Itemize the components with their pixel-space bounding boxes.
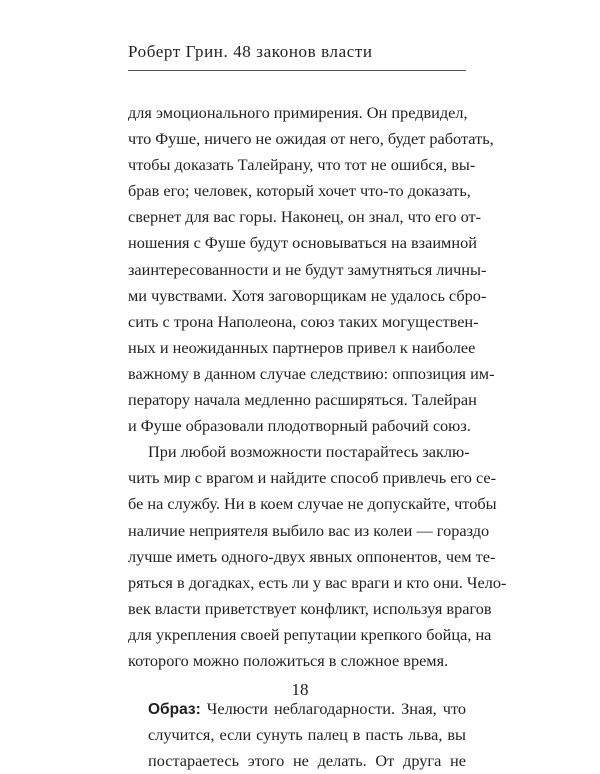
main-text bbox=[128, 100, 507, 774]
running-head: Роберт Грин. 48 законов власти bbox=[128, 42, 373, 61]
text-line: случится, если сунуть палец в пасть льва, вы bbox=[148, 725, 466, 745]
text-line: век власти приветствует конфликт, используя врагов bbox=[128, 598, 492, 618]
text-line: свернет для вас горы. Наконец, он знал, что его от- bbox=[128, 207, 482, 227]
text-line: и Фуше образовали плодотворный рабочий союз. bbox=[128, 416, 471, 436]
text-line: ми чувствами. Хотя заговорщикам не удалось сбро- bbox=[128, 285, 487, 305]
text-line: ряться в догадках, есть ли у вас враги и кто они. Чело- bbox=[128, 572, 507, 592]
image-label: Образ: bbox=[148, 701, 201, 719]
text-line: ношения с Фуше будут основываться на взаимной bbox=[128, 233, 477, 253]
text-line: ператору начала медленно расширяться. Талейран bbox=[128, 390, 477, 410]
image-first-line-text: Челюсти неблагодарности. Зная, что bbox=[200, 699, 466, 719]
text-line: ных и неожиданных партнеров привел к наиболее bbox=[128, 337, 476, 357]
paragraph bbox=[128, 100, 495, 439]
page-number: 18 bbox=[291, 680, 309, 699]
text-line: бе на службу. Ни в коем случае не допускайте, чтобы bbox=[128, 494, 497, 514]
text-line: лучше иметь одного-двух явных оппонентов, чем те- bbox=[128, 546, 496, 566]
text-line: заинтересованности и не будут замутняться личны- bbox=[128, 259, 487, 279]
image-section bbox=[148, 696, 466, 774]
text-line: наличие неприятеля выбило вас из колеи — гораздо bbox=[128, 520, 490, 540]
paragraph bbox=[128, 439, 507, 674]
text-line: брав его; человек, который хочет что-то доказать, bbox=[128, 181, 471, 201]
text-line: для укрепления своей репутации крепкого бойца, на bbox=[128, 624, 492, 644]
text-line: что Фуше, ничего не ожидая от него, будет работать, bbox=[128, 129, 494, 149]
header-rule bbox=[128, 70, 466, 71]
text-line: важному в данном случае следствию: оппозиция им- bbox=[128, 363, 495, 383]
text-line: При любой возможности постарайтесь заклю- bbox=[148, 442, 470, 462]
text-line: для эмоционального примирения. Он предвидел, bbox=[128, 103, 468, 122]
text-line: чить мир с врагом и найдите способ привлечь его се- bbox=[128, 468, 497, 488]
text-line: сить с трона Наполеона, союз таких могуществен- bbox=[128, 311, 479, 331]
text-line: чтобы доказать Талейрану, что тот не ошибся, вы- bbox=[128, 155, 476, 175]
text-line: постараетесь этого не делать. От друга не bbox=[148, 751, 466, 771]
text-line: которого можно положиться в сложное время. bbox=[128, 650, 449, 670]
